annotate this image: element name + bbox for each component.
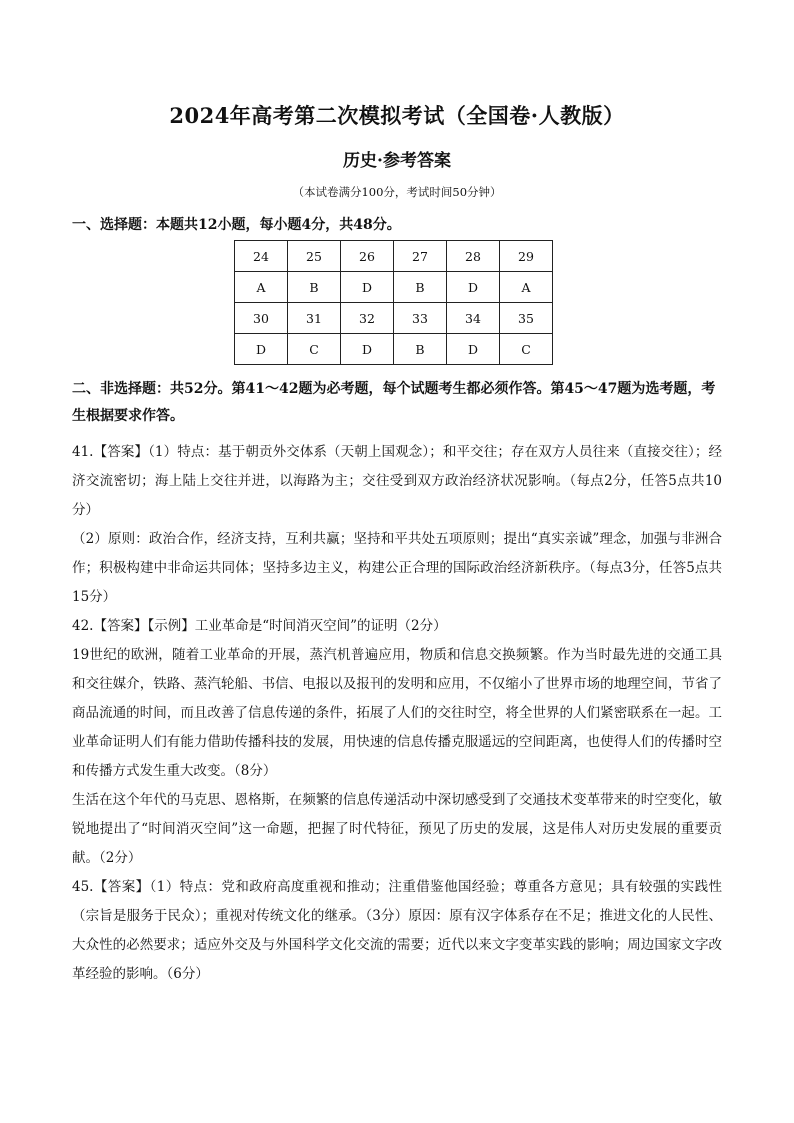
- q41-part1: [72, 438, 722, 525]
- q41-part2: （2）原则：政治合作，经济支持，互利共赢；坚持和平共处五项原则；提出“真实亲诚”理念，加强与非洲合作；积极构建中非命运共同体；坚持多边主义，构建公正合理的国际政治经济新秩序。（每点3分，任答5点共15分）: [72, 531, 722, 605]
- table-cell: B: [394, 334, 447, 365]
- q45-label: 45.【答案】: [72, 879, 150, 895]
- table-cell: D: [447, 272, 500, 303]
- table-cell: 31: [288, 303, 341, 334]
- table-cell: 30: [235, 303, 288, 334]
- table-cell: D: [341, 272, 394, 303]
- exam-note: （本试卷满分100分，考试时间50分钟）: [292, 185, 502, 199]
- table-cell: A: [235, 272, 288, 303]
- table-cell: A: [500, 272, 553, 303]
- table-cell: C: [288, 334, 341, 365]
- table-cell: D: [447, 334, 500, 365]
- table-cell: 24: [235, 241, 288, 272]
- table-cell: B: [394, 272, 447, 303]
- q42-para1: 19世纪的欧洲，随着工业革命的开展，蒸汽机普遍应用，物质和信息交换频繁。作为当时最先进的交通工具和交往媒介，铁路、蒸汽轮船、书信、电报以及报刊的发明和应用，不仅缩小了世界市场的地理空间，节省了商品流通的时间，而且改善了信息传递的条件，拓展了人们的交往时空，将全世界的人们紧密联系在一起。工业革命证明人们有能力借助传播科技的发展，用快速的信息传播克服遥远的空间距离，也使得人们的传播时空和传播方式发生重大改变。（8分）: [72, 647, 722, 779]
- page-subtitle: 历史·参考答案: [343, 151, 451, 171]
- table-cell: D: [341, 334, 394, 365]
- table-cell: 25: [288, 241, 341, 272]
- q42-label: 42.【答案】: [72, 618, 148, 634]
- table-row: [235, 272, 553, 303]
- table-cell: 29: [500, 241, 553, 272]
- page-title: 2024年高考第二次模拟考试（全国卷·人教版）: [169, 103, 625, 128]
- q45-part1: [72, 873, 722, 989]
- answer-table: [234, 240, 553, 365]
- q45-part1-text: （1）特点：党和政府高度重视和推动；注重借鉴他国经验；尊重各方意见；具有较强的实践性（宗旨是服务于民众）；重视对传统文化的继承。（3分）原因：原有汉字体系存在不足；推进文化的人民性、大众性的必然要求；适应外交及与外国科学文化交流的需要；近代以来文字变革实践的影响；周边国家文字改革经验的影响。（6分）: [72, 879, 722, 982]
- q42-para2: 生活在这个年代的马克思、恩格斯，在频繁的信息传递活动中深切感受到了交通技术变革带来的时空变化，敏锐地提出了“时间消灭空间”这一命题，把握了时代特征，预见了历史的发展，这是伟人对历史发展的重要贡献。（2分）: [72, 792, 722, 866]
- section1-heading: 一、选择题：本题共12小题，每小题4分，共48分。: [72, 217, 401, 233]
- table-cell: B: [288, 272, 341, 303]
- q41-part1-text: （1）特点：基于朝贡外交体系（天朝上国观念）；和平交往；存在双方人员往来（直接交往）；经济交流密切；海上陆上交往并进，以海路为主；交往受到双方政治经济状况影响。（每点2分，任答5点共10分）: [72, 444, 722, 518]
- section2-heading: 二、非选择题：共52分。第41～42题为必考题，每个试题考生都必须作答。第45～47题为选考题，考生根据要求作答。: [72, 381, 716, 424]
- table-row: [235, 303, 553, 334]
- table-row: [235, 334, 553, 365]
- q41-label: 41.【答案】: [72, 444, 149, 460]
- table-cell: 26: [341, 241, 394, 272]
- table-cell: 35: [500, 303, 553, 334]
- q42-thesis: 工业革命是“时间消灭空间”的证明（2分）: [194, 618, 447, 634]
- table-cell: C: [500, 334, 553, 365]
- table-cell: 32: [341, 303, 394, 334]
- q42-example-tag: 【示例】: [147, 618, 195, 634]
- answers-body: [72, 438, 722, 989]
- table-cell: 34: [447, 303, 500, 334]
- table-cell: 28: [447, 241, 500, 272]
- table-cell: 27: [394, 241, 447, 272]
- table-cell: D: [235, 334, 288, 365]
- table-cell: 33: [394, 303, 447, 334]
- q42-header: [72, 612, 722, 641]
- table-row: [235, 241, 553, 272]
